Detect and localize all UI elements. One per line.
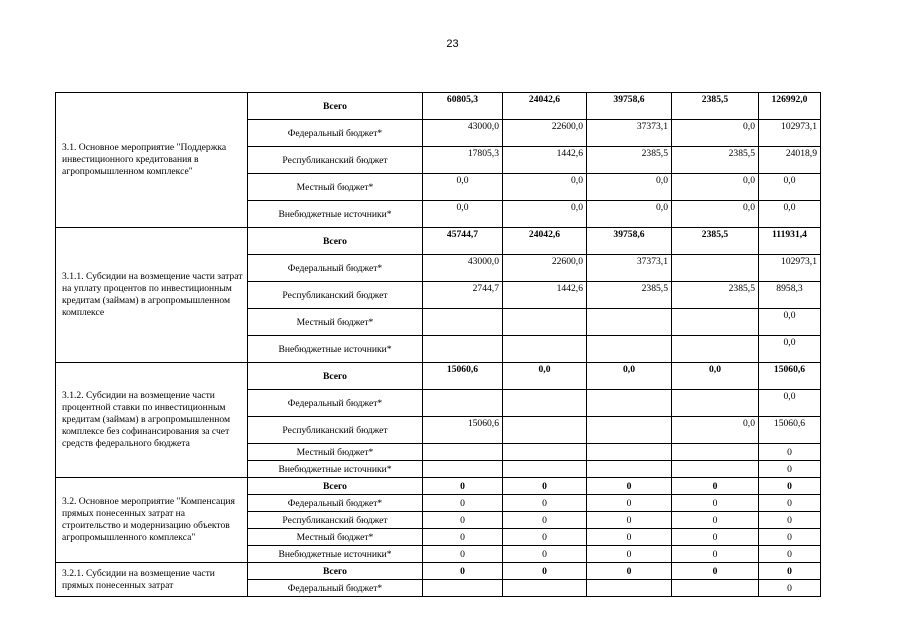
value-cell: 0 [423,563,503,580]
value-cell: 17805,3 [423,147,503,174]
activity-title: 3.1.2. Субсидии на возмещение части процентной ставки по инвестиционным кредитам (займам) в агропромышленном комплексе без софинансирования за счет средств федерального бюджета [56,363,248,478]
value-cell: 2744,7 [423,282,503,309]
value-cell: 0,0 [759,174,821,201]
value-cell: 0 [587,563,672,580]
value-cell: 0,0 [503,174,587,201]
value-cell: 0,0 [759,336,821,363]
value-cell: 60805,3 [423,93,503,120]
source-label: Всего [248,93,423,120]
source-label: Местный бюджет* [248,529,423,546]
value-cell: 0,0 [423,201,503,228]
value-cell: 2385,5 [587,147,672,174]
source-label: Местный бюджет* [248,309,423,336]
value-cell: 0 [423,512,503,529]
source-label: Федеральный бюджет* [248,495,423,512]
value-cell [672,580,759,597]
value-cell: 0 [759,478,821,495]
value-cell: 22600,0 [503,120,587,147]
value-cell: 0 [759,580,821,597]
value-cell: 1442,6 [503,282,587,309]
value-cell: 0 [587,546,672,563]
value-cell: 0 [423,529,503,546]
value-cell [672,309,759,336]
value-cell: 15060,6 [759,363,821,390]
value-cell [587,336,672,363]
budget-table [55,92,821,597]
value-cell: 0,0 [587,201,672,228]
value-cell: 0 [423,495,503,512]
value-cell: 0 [672,529,759,546]
value-cell [672,461,759,478]
value-cell: 2385,5 [672,147,759,174]
value-cell: 15060,6 [423,363,503,390]
table-row [56,363,821,390]
value-cell [503,580,587,597]
activity-title: 3.1.1. Субсидии на возмещение части затрат на уплату процентов по инвестиционным кредитам (займам) в агропромышленном комплексе [56,228,248,363]
value-cell: 0 [503,529,587,546]
value-cell [587,580,672,597]
value-cell: 0 [587,478,672,495]
source-label: Республиканский бюджет [248,512,423,529]
value-cell [423,580,503,597]
source-label: Местный бюджет* [248,174,423,201]
value-cell: 15060,6 [759,417,821,444]
source-label: Федеральный бюджет* [248,120,423,147]
source-label: Республиканский бюджет [248,282,423,309]
value-cell [423,390,503,417]
source-label: Федеральный бюджет* [248,580,423,597]
value-cell [503,309,587,336]
value-cell: 0 [759,529,821,546]
value-cell: 43000,0 [423,120,503,147]
source-label: Всего [248,563,423,580]
value-cell: 24042,6 [503,93,587,120]
table-row [56,228,821,255]
source-label: Республиканский бюджет [248,417,423,444]
value-cell [423,461,503,478]
value-cell: 0 [759,461,821,478]
source-label: Всего [248,363,423,390]
value-cell: 0,0 [587,174,672,201]
value-cell: 0 [423,478,503,495]
value-cell: 102973,1 [759,255,821,282]
value-cell: 0,0 [503,363,587,390]
table-row [56,563,821,580]
source-label: Местный бюджет* [248,444,423,461]
source-label: Внебюджетные источники* [248,461,423,478]
value-cell: 0,0 [587,363,672,390]
value-cell: 0 [503,512,587,529]
value-cell: 37373,1 [587,255,672,282]
value-cell: 0,0 [503,201,587,228]
value-cell: 102973,1 [759,120,821,147]
value-cell: 0 [587,512,672,529]
source-label: Федеральный бюджет* [248,255,423,282]
value-cell: 43000,0 [423,255,503,282]
value-cell: 0 [759,495,821,512]
value-cell: 22600,0 [503,255,587,282]
value-cell: 0 [759,512,821,529]
value-cell: 0,0 [672,363,759,390]
value-cell: 0,0 [423,174,503,201]
table-row [56,93,821,120]
value-cell [423,309,503,336]
value-cell: 15060,6 [423,417,503,444]
value-cell: 37373,1 [587,120,672,147]
value-cell [672,390,759,417]
source-label: Внебюджетные источники* [248,336,423,363]
source-label: Внебюджетные источники* [248,201,423,228]
value-cell: 0 [672,512,759,529]
value-cell [503,390,587,417]
value-cell: 0,0 [672,174,759,201]
source-label: Республиканский бюджет [248,147,423,174]
value-cell: 2385,5 [587,282,672,309]
value-cell [423,336,503,363]
value-cell: 111931,4 [759,228,821,255]
activity-title: 3.2.1. Субсидии на возмещение части прямых понесенных затрат [56,563,248,597]
value-cell: 0 [672,563,759,580]
value-cell [587,309,672,336]
source-label: Всего [248,228,423,255]
value-cell [672,336,759,363]
value-cell: 24042,6 [503,228,587,255]
table-row [56,478,821,495]
value-cell [587,461,672,478]
value-cell: 0 [759,563,821,580]
value-cell: 0 [672,478,759,495]
value-cell: 0,0 [759,201,821,228]
value-cell [672,444,759,461]
value-cell [587,444,672,461]
value-cell [672,255,759,282]
value-cell: 0 [672,495,759,512]
value-cell: 2385,5 [672,228,759,255]
value-cell: 0 [587,529,672,546]
value-cell: 0 [759,444,821,461]
value-cell: 0,0 [672,417,759,444]
value-cell [503,417,587,444]
value-cell: 8958,3 [759,282,821,309]
value-cell [503,461,587,478]
value-cell: 0 [503,546,587,563]
page-number: 23 [446,38,459,50]
value-cell: 39758,6 [587,228,672,255]
source-label: Федеральный бюджет* [248,390,423,417]
value-cell [503,336,587,363]
source-label: Внебюджетные источники* [248,546,423,563]
value-cell: 0 [672,546,759,563]
value-cell [423,444,503,461]
value-cell: 0 [587,495,672,512]
value-cell: 0 [759,546,821,563]
value-cell: 2385,5 [672,282,759,309]
value-cell: 2385,5 [672,93,759,120]
source-label: Всего [248,478,423,495]
value-cell [587,417,672,444]
activity-title: 3.1. Основное мероприятие "Поддержка инвестиционного кредитования в агропромышленном комплексе" [56,93,248,228]
value-cell: 0,0 [759,390,821,417]
value-cell [503,444,587,461]
value-cell: 0 [503,478,587,495]
value-cell: 126992,0 [759,93,821,120]
value-cell: 1442,6 [503,147,587,174]
value-cell: 0,0 [672,201,759,228]
value-cell: 0 [503,563,587,580]
value-cell: 24018,9 [759,147,821,174]
value-cell: 0 [423,546,503,563]
value-cell [587,390,672,417]
value-cell: 0,0 [759,309,821,336]
value-cell: 39758,6 [587,93,672,120]
value-cell: 0 [503,495,587,512]
value-cell: 45744,7 [423,228,503,255]
value-cell: 0,0 [672,120,759,147]
activity-title: 3.2. Основное мероприятие "Компенсация прямых понесенных затрат на строительство и модернизацию объектов агропромышленного комплекса" [56,478,248,563]
